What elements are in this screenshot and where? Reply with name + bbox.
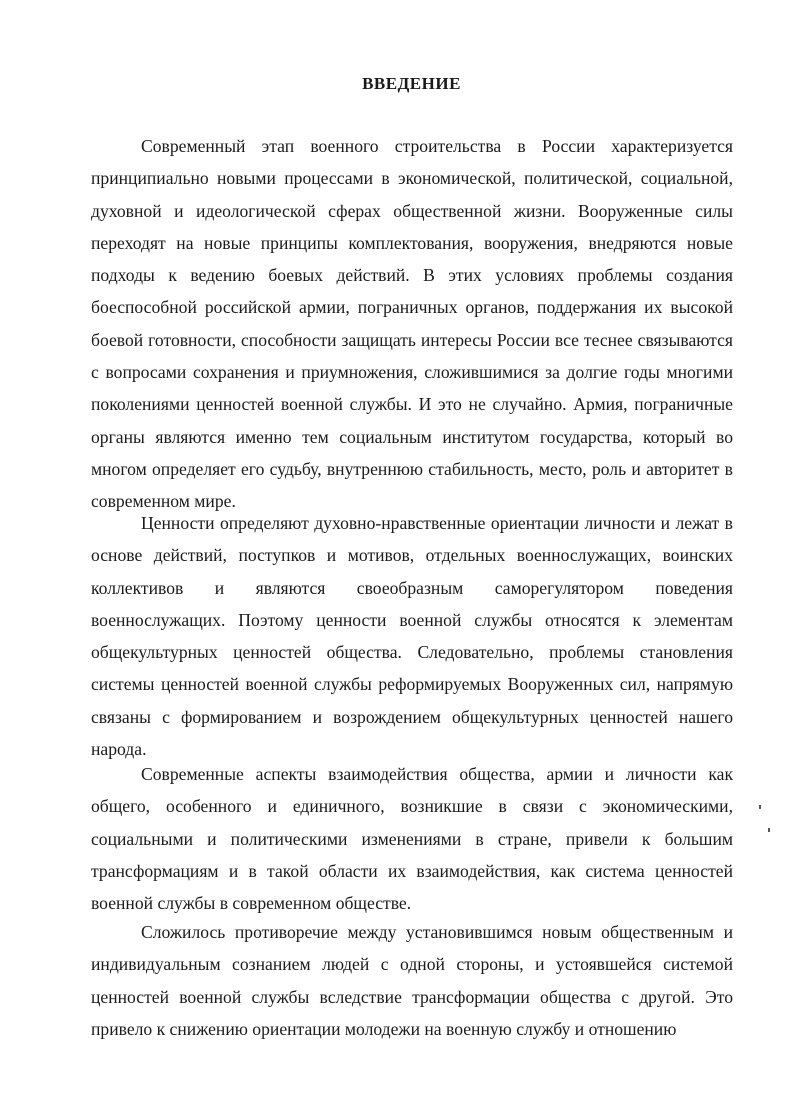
paragraph-3: Современные аспекты взаимодействия общества, армии и личности как общего, особенного и единичного, возникшие в связи с экономическими, социальными и политическими изменениями в стране, привели к большим трансформациям и в такой области их взаимодействия, как система ценностей военной службы в современном обществе.	[91, 764, 733, 914]
scan-speck	[768, 828, 770, 832]
paragraph-2: Ценности определяют духовно-нравственные ориентации личности и лежат в основе действий, поступков и мотивов, отдельных военнослужащих, воинских коллективов и являются своеобразным саморегулятором поведения военнослужащих. Поэтому ценности военной службы относятся к элементам общекультурных ценностей общества. Следовательно, проблемы становления системы ценностей военной службы реформируемых Вооруженных сил, напрямую связаны с формированием и возрождением общекультурных ценностей нашего народа.	[91, 513, 733, 760]
paragraph-1: Современный этап военного строительства в России характеризуется принципиально новыми процессами в экономической, политической, социальной, духовной и идеологической сферах общественной жизни. Вооруженные силы переходят на новые принципы комплектования, вооружения, внедряются новые подходы к ведению боевых действий. В этих условиях проблемы создания боеспособной российской армии, пограничных органов, поддержания их высокой боевой готовности, способности защищать интересы России все теснее связываются с вопросами сохранения и приумножения, сложившимися за долгие годы многими поколениями ценностей военной службы. И это не случайно. Армия, пограничные органы являются именно тем социальным институтом государства, который во многом определяет его судьбу, внутреннюю стабильность, место, роль и авторитет в современном мире.	[91, 136, 733, 512]
page-title: ВВЕДЕНИЕ	[362, 74, 461, 93]
scan-speck	[759, 805, 761, 809]
paragraph-4: Сложилось противоречие между установившимся новым общественным и индивидуальным сознанием людей с одной стороны, и устоявшейся системой ценностей военной службы вследствие трансформации общества с другой. Это привело к снижению ориентации молодежи на военную службу и отношению	[91, 922, 733, 1039]
